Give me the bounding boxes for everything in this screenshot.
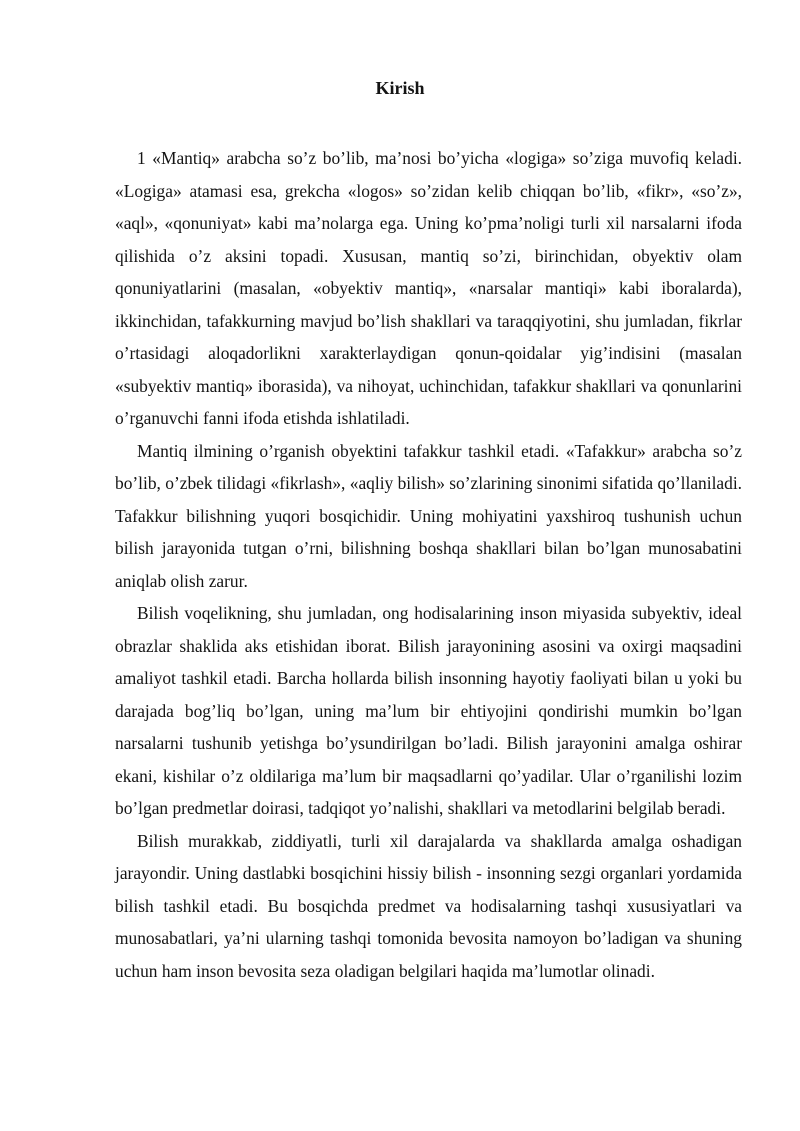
paragraph-3: Bilish voqelikning, shu jumladan, ong hodisalarining inson miyasida subyektiv, ideal obrazlar shaklida aks etishidan iborat. Bilish jarayonining asosini va oxirgi maqsadini amaliyot tashkil etadi. Barcha hollarda bilish insonning hayotiy faoliyati bilan u yoki bu darajada bog’liq bo’lgan, uning ma’lum bir ehtiyojini qondirishi mumkin bo’lgan narsalarni tushunib yetishga bo’ysundirilgan bo’ladi. Bilish jarayonini amalga oshirar ekani, kishilar o’z oldilariga ma’lum bir maqsadlarni qo’yadilar. Ular o’rganilishi lozim bo’lgan predmetlar doirasi, tadqiqot yo’nalishi, shakllari va metodlarini belgilab beradi. (115, 603, 742, 818)
paragraph-4: Bilish murakkab, ziddiyatli, turli xil darajalarda va shakllarda amalga oshadigan jarayondir. Uning dastlabki bosqichini hissiy bilish - insonning sezgi organlari yordamida bilish tashkil etadi. Bu bosqichda predmet va hodisalarning tashqi xususiyatlari va munosabatlari, ya’ni ularning tashqi tomonida bevosita namoyon bo’ladigan va shuning uchun ham inson bevosita seza oladigan belgilari haqida ma’lumotlar olinadi. (115, 830, 742, 981)
paragraph-1: 1 «Mantiq» arabcha so’z bo’lib, ma’nosi bo’yicha «logiga» so’ziga muvofiq keladi. «Logiga» atamasi esa, grekcha «logos» so’zidan kelib chiqqan bo’lib, «fikr», «so’z», «aql», «qonuniyat» kabi ma’nolarga ega. Uning ko’pma’noligi turli xil narsalarni ifoda qilishida o’z aksini topadi. Xususan, mantiq so’zi, birinchidan, obyektiv olam qonuniyatlarini (masalan, «obyektiv mantiq», «narsalar mantiqi» kabi iboralarda), ikkinchidan, tafakkurning mavjud bo’lish shakllari va taraqqiyotini, shu jumladan, fikrlar o’rtasidagi aloqadorlikni xarakterlaydigan qonun-qoidalar yig’indisini (masalan «subyektiv mantiq» iborasida), va nihoyat, uchinchidan, tafakkur shakllari va qonunlarini o’rganuvchi fanni ifoda etishda ishlatiladi. (115, 148, 742, 428)
paragraph-2: Mantiq ilmining o’rganish obyektini tafakkur tashkil etadi. «Tafakkur» arabcha so’z bo’lib, o’zbek tilidagi «fikrlash», «aqliy bilish» so’zlarining sinonimi sifatida qo’llaniladi. Tafakkur bilishning yuqori bosqichidir. Uning mohiyatini yaxshiroq tushunish uchun bilish jarayonida tutgan o’rni, bilishning boshqa shakllari bilan bo’lgan munosabatini aniqlab olish zarur. (115, 440, 742, 591)
page-title: Kirish (375, 78, 425, 98)
body-text (115, 142, 742, 987)
